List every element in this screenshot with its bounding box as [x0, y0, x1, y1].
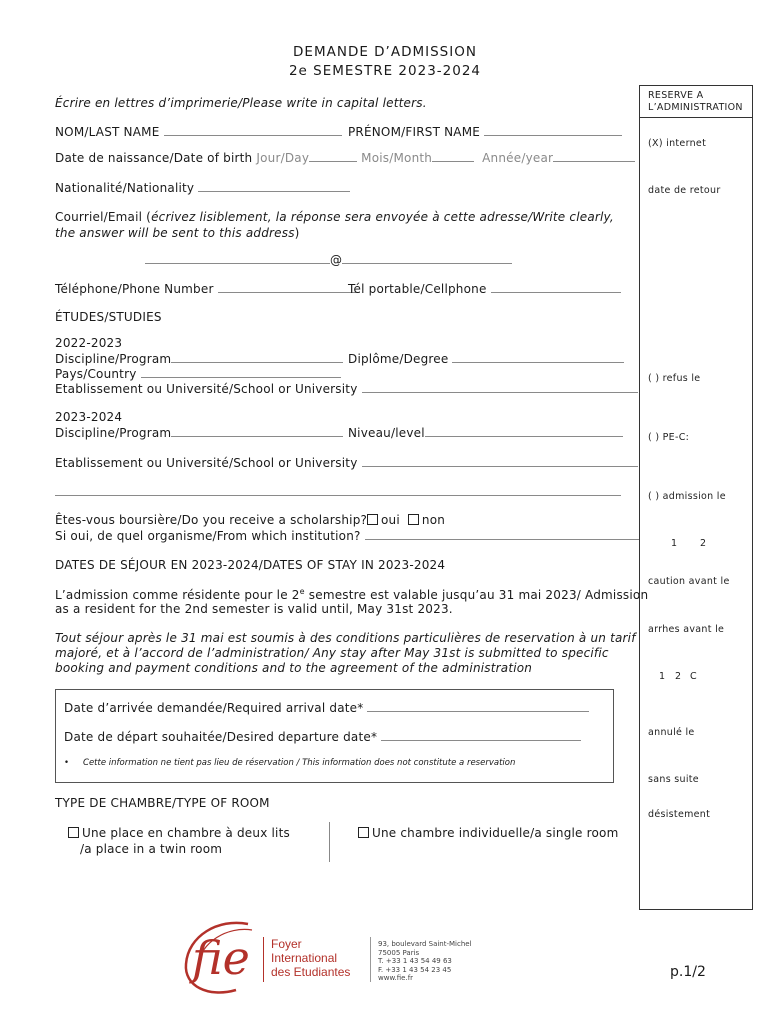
discipline-label: Discipline/Program	[55, 352, 172, 366]
form-semester: 2e SEMESTRE 2023-2024	[288, 63, 482, 79]
birth-day-field[interactable]	[309, 150, 357, 162]
stay-heading: DATES DE SÉJOUR EN 2023-2024/DATES OF STAY IN 2023-2024	[55, 558, 446, 572]
admin-oc: C	[690, 671, 697, 682]
fie-logo-text: fie	[192, 931, 250, 985]
admin-title-2: L’ADMINISTRATION	[648, 102, 743, 113]
email-row	[145, 252, 512, 267]
departure-field[interactable]	[381, 729, 581, 741]
admin-internet: (X) internet	[648, 138, 707, 149]
school-row-1	[55, 381, 638, 396]
address-phone: T. +33 1 43 54 49 63	[378, 957, 452, 965]
first-name-label: PRÉNOM/FIRST NAME	[348, 125, 481, 139]
email-close: )	[294, 226, 300, 240]
discipline-label: Discipline/Program	[55, 426, 172, 440]
school-label: Etablissement ou Université/School or University	[55, 382, 358, 396]
level-field[interactable]	[425, 425, 623, 437]
cellphone-label: Tél portable/Cellphone	[348, 282, 487, 296]
birth-day-hint: Jour/Day	[256, 151, 310, 165]
admin-withdrawal: désistement	[648, 809, 711, 820]
email-domain-field[interactable]	[342, 252, 512, 264]
email-user-field[interactable]	[145, 252, 330, 264]
form-title: DEMANDE D’ADMISSION	[293, 44, 477, 60]
address-divider	[370, 937, 371, 982]
country-field[interactable]	[141, 366, 341, 378]
admin-opt-1: 1	[671, 538, 678, 549]
phone-row	[55, 281, 356, 296]
admin-no-follow: sans suite	[648, 774, 699, 785]
last-name-row	[55, 124, 342, 139]
nationality-row	[55, 180, 350, 195]
departure-label: Date de départ souhaitée/Desired departure date*	[64, 730, 378, 744]
organism-row	[55, 528, 640, 543]
birth-date-row	[55, 150, 635, 165]
discipline-field-2[interactable]	[171, 425, 343, 437]
discipline-row-2	[55, 425, 343, 440]
stay-note-line1: Tout séjour après le 31 mai est soumis à des conditions particulières de reservation à un tarif	[55, 631, 636, 645]
address-fax: F. +33 1 43 54 23 45	[378, 965, 452, 974]
stay-note-line3: booking and payment conditions and to the agreement of the administration	[55, 661, 533, 675]
admin-o1: 1	[659, 671, 666, 682]
stay-note-line2: majoré, et à l’accord de l’administration/ Any stay after May 31st is submitted to specific	[55, 646, 609, 660]
scholarship-yes-label: oui	[381, 513, 400, 527]
organism-field[interactable]	[365, 528, 640, 540]
validity-sup: e	[299, 587, 305, 596]
admin-admission: ( ) admission le	[648, 491, 726, 502]
disclaimer-text: Cette information ne tient pas lieu de réservation / This information does not constitute a reservation	[83, 758, 516, 768]
address-line-1: 93, boulevard Saint-Michel	[378, 940, 472, 948]
last-name-field[interactable]	[164, 124, 342, 136]
cellphone-row	[348, 281, 621, 296]
logo-divider	[263, 937, 264, 982]
birth-year-hint: Année/year	[482, 151, 554, 165]
arrival-field[interactable]	[367, 700, 589, 712]
org-name	[271, 937, 350, 979]
validity-post: semestre est valable jusqu’au 31 mai 2023/ Admission	[304, 588, 649, 602]
admin-deposit: caution avant le	[648, 576, 730, 587]
country-row	[55, 366, 341, 381]
degree-row	[348, 351, 624, 366]
nationality-field[interactable]	[198, 180, 350, 192]
departure-row	[64, 729, 581, 744]
first-name-row	[348, 124, 622, 139]
org-line-3: des Etudiantes	[271, 965, 351, 979]
level-row	[348, 425, 623, 440]
last-name-label: NOM/LAST NAME	[55, 125, 160, 139]
birth-month-field[interactable]	[432, 150, 474, 162]
scholarship-options	[367, 513, 445, 527]
email-label: Courriel/Email (	[55, 210, 152, 224]
validity-line2: as a resident for the 2nd semester is valid until, May 31st 2023.	[55, 602, 453, 616]
arrival-label: Date d’arrivée demandée/Required arrival date*	[64, 701, 364, 715]
school-extra-line[interactable]	[55, 495, 621, 496]
disclaimer-row	[64, 758, 515, 768]
admin-o2: 2	[675, 671, 682, 682]
twin-room-label-2: /a place in a twin room	[80, 842, 223, 856]
scholarship-yes-checkbox[interactable]	[367, 514, 378, 525]
address-website: www.fie.fr	[378, 974, 414, 982]
nationality-label: Nationalité/Nationality	[55, 181, 195, 195]
discipline-row-1	[55, 351, 343, 366]
birth-date-label: Date de naissance/Date of birth	[55, 151, 253, 165]
single-room-label: Une chambre individuelle/a single room	[372, 826, 619, 840]
birth-month-hint: Mois/Month	[361, 151, 433, 165]
single-room-checkbox[interactable]	[358, 827, 369, 838]
admin-return-date: date de retour	[648, 185, 721, 196]
admin-opt-2: 2	[700, 538, 707, 549]
level-label: Niveau/level	[348, 426, 425, 440]
validity-pre: L’admission comme résidente pour le 2	[55, 588, 300, 602]
page-number: p.1/2	[670, 964, 706, 980]
twin-room-option	[68, 826, 290, 840]
degree-field[interactable]	[452, 351, 624, 363]
address-block	[378, 940, 472, 983]
first-name-field[interactable]	[484, 124, 622, 136]
school-label: Etablissement ou Université/School or University	[55, 456, 358, 470]
admin-cancelled: annulé le	[648, 727, 695, 738]
school-field-2[interactable]	[362, 455, 638, 467]
admin-pe-c: ( ) PE-C:	[648, 432, 690, 443]
phone-label: Téléphone/Phone Number	[55, 282, 214, 296]
twin-room-label-1: Une place en chambre à deux lits	[82, 826, 290, 840]
cellphone-field[interactable]	[491, 281, 621, 293]
organism-label: Si oui, de quel organisme/From which institution?	[55, 529, 361, 543]
address-line-2: 75005 Paris	[378, 948, 420, 957]
admin-refused: ( ) refus le	[648, 373, 701, 384]
admin-title-1: RESERVE A	[648, 90, 704, 101]
validity-line1	[55, 587, 648, 602]
degree-label: Diplôme/Degree	[348, 352, 449, 366]
admin-title-divider	[639, 117, 752, 118]
scholarship-no-checkbox[interactable]	[408, 514, 419, 525]
studies-year1: 2022-2023	[55, 336, 123, 350]
bullet-icon: •	[64, 758, 70, 768]
fie-logo	[178, 916, 260, 998]
admin-advance: arrhes avant le	[648, 624, 725, 635]
room-heading: TYPE DE CHAMBRE/TYPE OF ROOM	[55, 796, 270, 810]
school-field-1[interactable]	[362, 381, 638, 393]
studies-heading: ÉTUDES/STUDIES	[55, 310, 162, 324]
twin-room-checkbox[interactable]	[68, 827, 79, 838]
school-row-2	[55, 455, 638, 470]
org-line-1: Foyer	[271, 937, 302, 951]
at-sign: @	[330, 253, 343, 267]
email-instruction	[55, 209, 615, 241]
scholarship-question: Êtes-vous boursière/Do you receive a scholarship?	[55, 513, 368, 527]
instruction: Écrire en lettres d’imprimerie/Please write in capital letters.	[55, 96, 427, 110]
single-room-option	[358, 826, 619, 840]
discipline-field-1[interactable]	[171, 351, 343, 363]
birth-year-field[interactable]	[553, 150, 635, 162]
room-divider	[329, 822, 330, 862]
phone-field[interactable]	[218, 281, 356, 293]
arrival-row	[64, 700, 589, 715]
studies-year2: 2023-2024	[55, 410, 123, 424]
org-line-2: International	[271, 951, 338, 965]
country-label: Pays/Country	[55, 367, 137, 381]
scholarship-no-label: non	[421, 513, 446, 527]
email-note: écrivez lisiblement, la réponse sera envoyée à cette adresse/Write clearly, the answer will be sent to this address	[55, 210, 614, 240]
